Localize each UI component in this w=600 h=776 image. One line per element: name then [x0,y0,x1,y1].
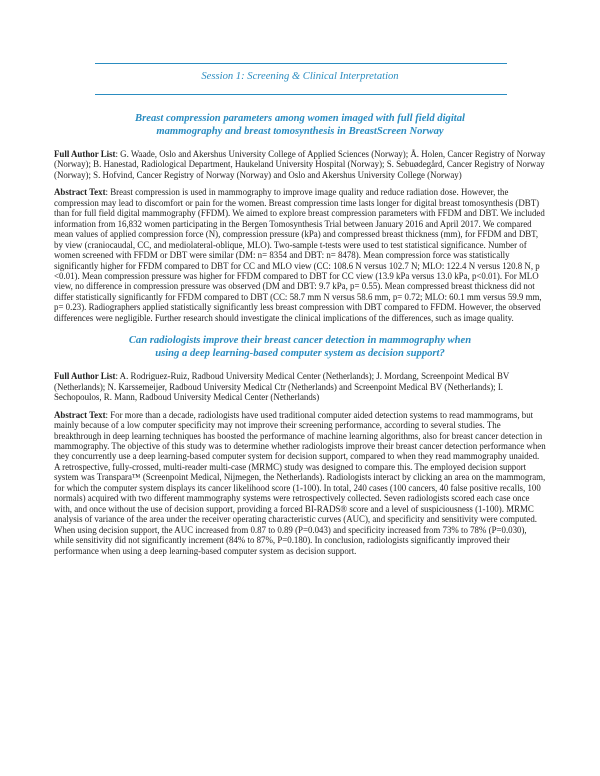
authors-text: : G. Waade, Oslo and Akershus University College of Applied Sciences (Norway); Å. Holen, Cancer Registry of Norway (Norway); B. Hanestad, Radiological Department, Haukeland University Hospital (Norway); S. Sebuødegård, Cancer Registry of Norway (Norway); S. Hofvind, Cancer Registry of Norway (Norway) and Oslo and Akershus University College (Norway) [54,149,546,180]
abstract-1-authors [54,149,546,180]
abstract-1-title-line1: Breast compression parameters among women imaged with full field digital [135,113,465,124]
abstract-text: : For more than a decade, radiologists have used traditional computer aided detection systems to read mammograms, but mainly because of a low computer specificity may not improve their screening performance, according to several studies. The breakthrough in deep learning techniques has boosted the performance of machine learning algorithms, also for breast cancer detection in mammography. The objective of this study was to determine whether radiologists improve their breast cancer detection performance when they concurrently use a deep learning-based computer system for decision support, compared to when they read mammography unaided. A retrospective, fully-crossed, multi-reader multi-case (MRMC) study was designed to compare this. The employed decision support system was Transpara™ (Screenpoint Medical, Nijmegen, the Netherlands). Radiologists interact by clicking an area on the mammogram, for which the computer system displays its cancer likelihood score (1-100). In total, 240 cases (100 cancers, 40 false positive recalls, 100 normals) acquired with two different mammography systems were retrospectively collected. Seven radiologists scored each case once with, and once without the use of decision support, providing a forced BI-RADS® score and a level of suspiciousness (1-100). MRMC analysis of variance of the area under the receiver operating characteristic curves (AUC), and specificity and sensitivity were computed. When using decision support, the AUC increased from 0.87 to 0.89 (P=0.043) and specificity increased from 73% to 78% (P=0.030), while sensitivity did not significantly increment (84% to 87%, P=0.180). In conclusion, radiologists significantly improved their performance when using a deep learning-based computer system as decision support. [54,409,546,556]
header-rule-top [95,63,507,64]
abstracts-container [54,112,546,556]
authors-label: Full Author List [54,149,116,159]
abstract-1-title [54,112,546,138]
abstract-2-title [54,334,546,360]
abstract-label: Abstract Text [54,187,106,198]
abstract-text: : Breast compression is used in mammography to improve image quality and reduce radiation dose. However, the compression may lead to discomfort or pain for the women. Breast compression time lasts longer for digital breast tomosynthesis (DBT) than for full field digital mammography (FFDM). We aimed to explore breast compression parameters with FFDM and DBT. We included information from 16,832 women participating in the Bergen Tomosynthesis Trial between January 2016 and April 2017. We compared mean values of applied compression force (N), compression pressure (kPa) and compressed breast thickness (mm), for FFDM and DBT, by view (craniocaudal, CC, and mediolateral-oblique, MLO). Two-sample t-tests were used to test statistical significance. Number of women screened with FFDM or DBT were similar (DM: n= 8354 and DBT: n= 8478). Mean compression force was statistically significantly higher for FFDM compared to DBT for CC and MLO view (CC: 108.6 N versus 102.7 N; MLO: 122.4 N versus 120.8 N, p <0.01). Mean compression pressure was higher for FFDM compared to DBT for CC view (13.9 kPa versus 13.0 kPa, p<0.01). For MLO view, no difference in compression pressure was observed (DM and DBT: 9.7 kPa, p= 0.55). Mean compressed breast thickness did not differ statistically significantly for FFDM compared to DBT (CC: 58.7 mm N versus 58.6 mm, p= 0.72; MLO: 60.1 mm versus 59.9 mm, p= 0.23). Radiographers applied statistically significantly less breast compression with DBT compared to FFDM. However, the observed differences were negligible. Further research should investigate the clinical implications of the differences, such as image quality. [54,187,545,323]
authors-text: : A. Rodriguez-Ruiz, Radboud University Medical Center (Netherlands); J. Mordang, Screenpoint Medical BV (Netherlands); N. Karssemeijer, Radboud University Medical Ctr (Netherlands) and Screenpoint Medical BV (Netherlands); I. Sechopoulos, R. Mann, Radboud University Medical Center (Netherlands) [54,371,510,403]
authors-label: Full Author List [54,371,116,382]
session-title: Session 1: Screening & Clinical Interpretation [201,71,399,82]
header-rule-bottom [95,94,507,95]
abstract-1 [54,112,546,323]
abstract-2-title-line1: Can radiologists improve their breast cancer detection in mammography when [128,335,472,347]
abstract-1-title-line2: mammography and breast tomosynthesis in BreastScreen Norway [156,126,444,137]
abstract-2-body [54,410,546,556]
abstract-2-authors [54,371,546,402]
abstract-label: Abstract Text [54,409,106,420]
abstract-2-title-line2: using a deep learning-based computer system as decision support? [155,348,445,360]
abstract-2 [54,334,546,556]
abstract-1-body [54,187,546,323]
